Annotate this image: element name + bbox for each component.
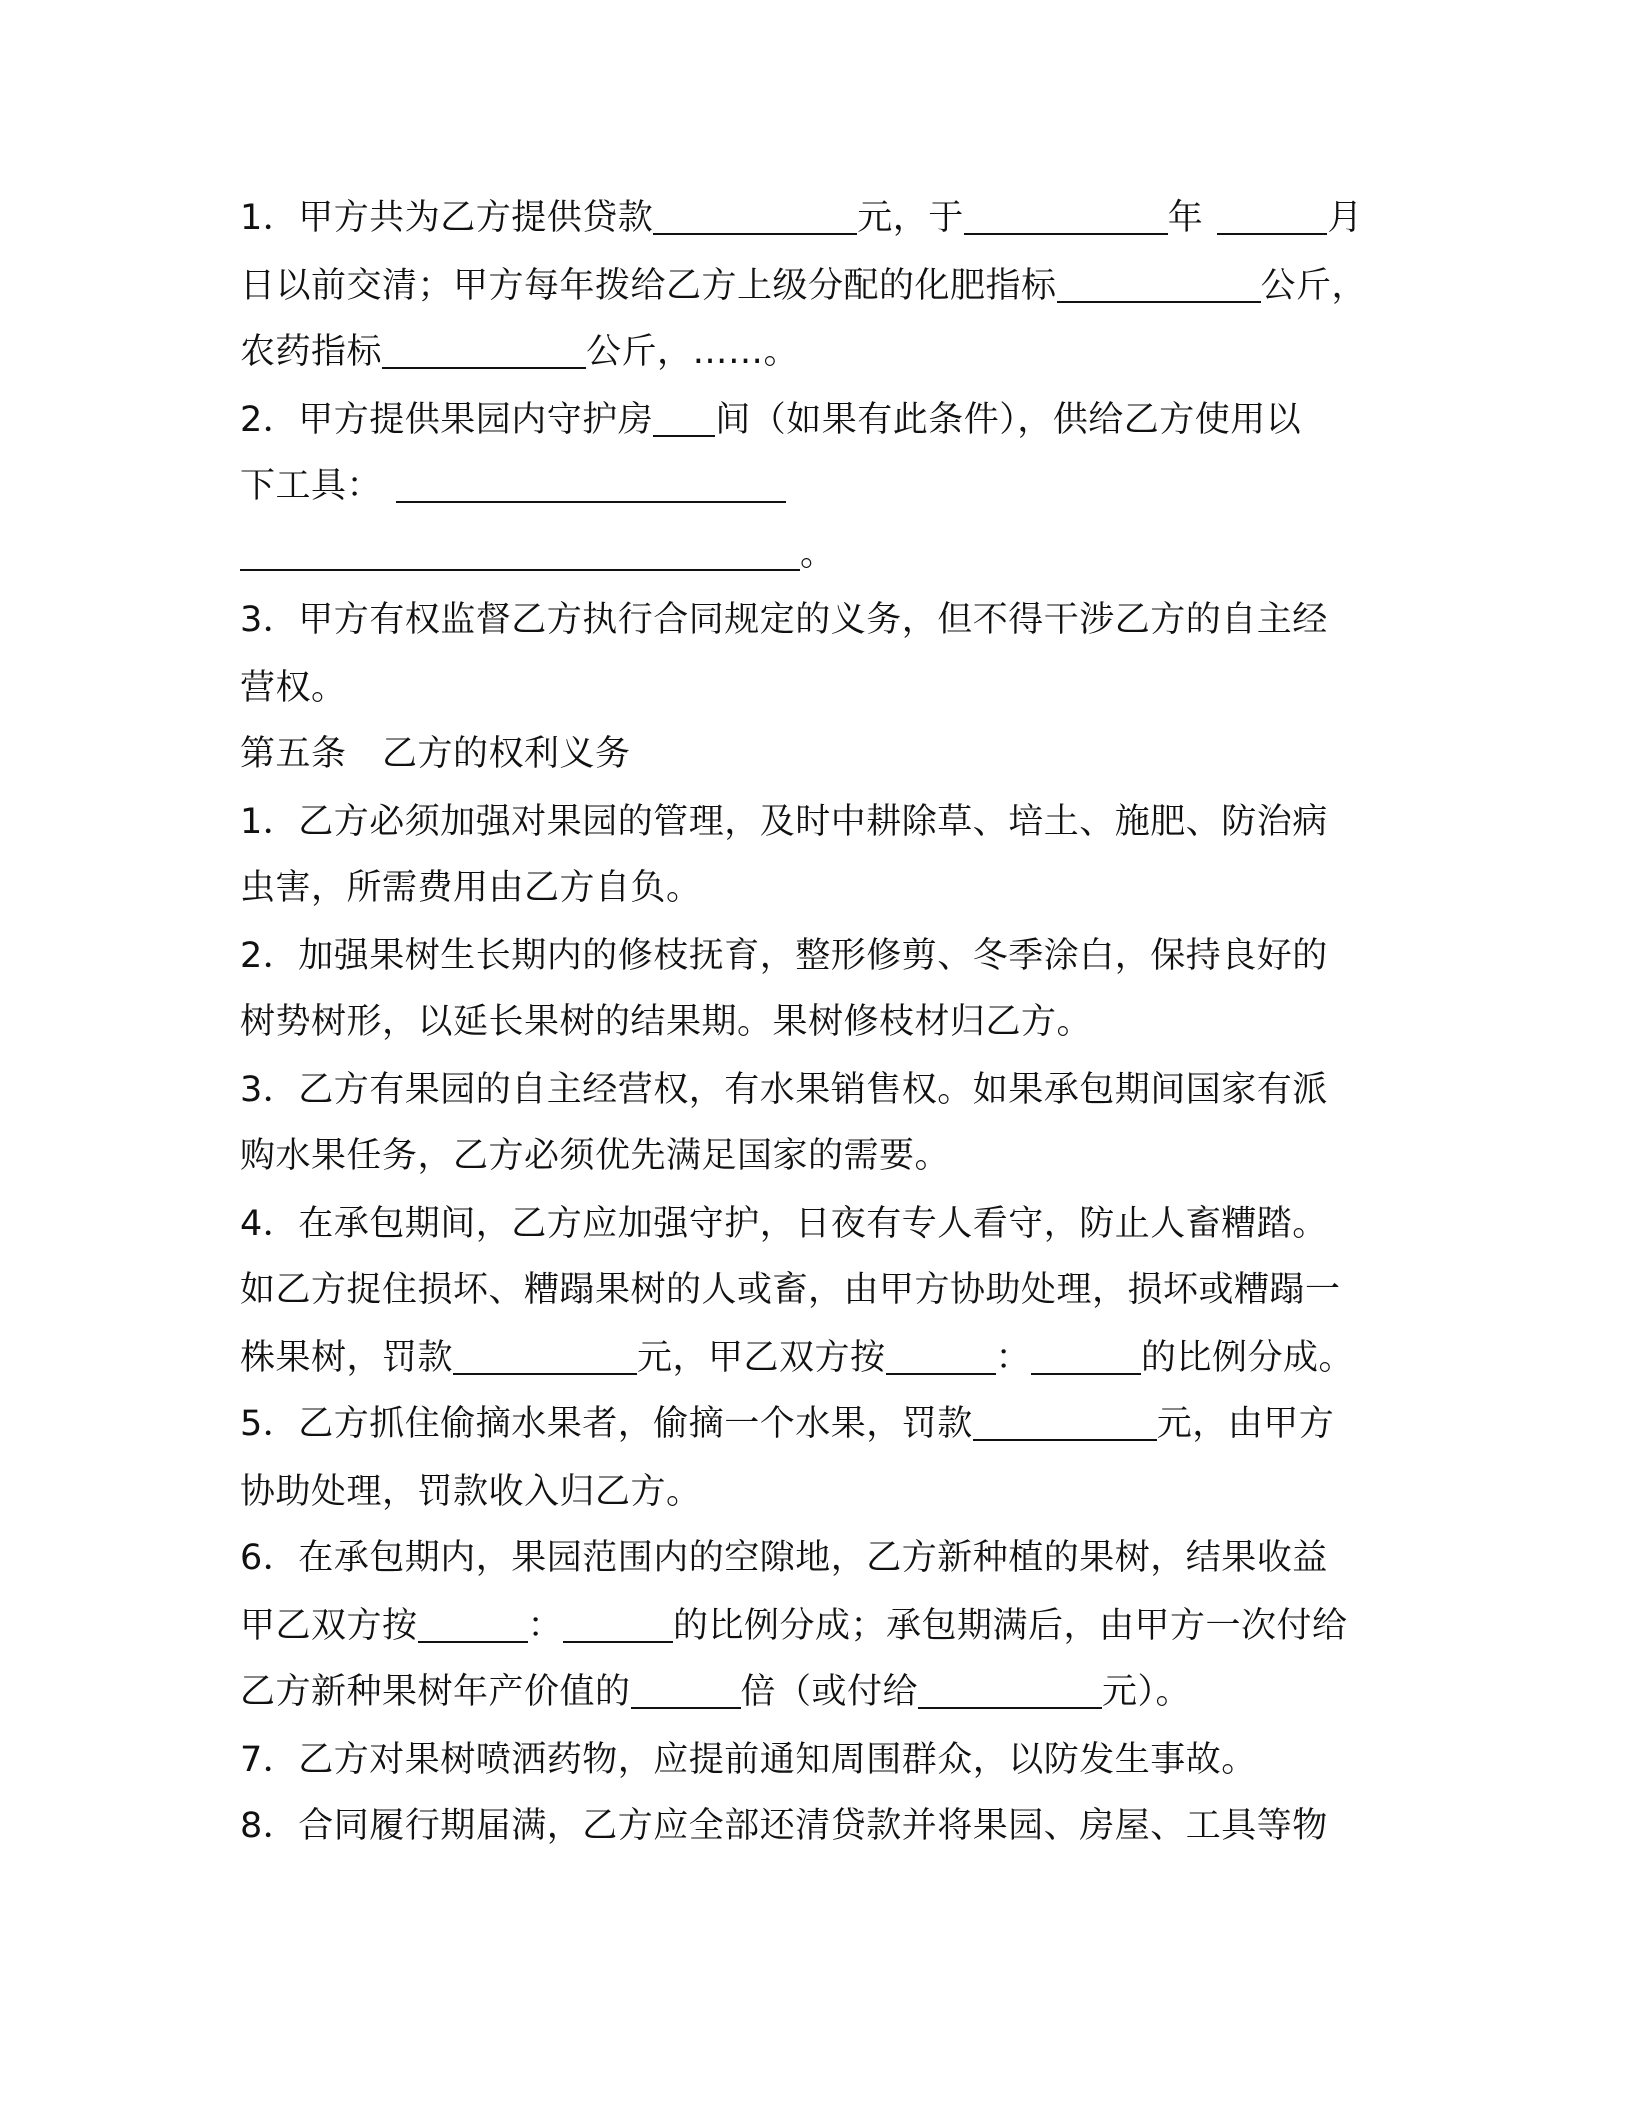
text-segment: 公斤，	[1260, 266, 1368, 306]
text-segment: 2．甲方提供果园内守护房	[240, 400, 654, 440]
text-line: 3．乙方有果园的自主经营权，有水果销售权。如果承包期间国家有派	[240, 1070, 1328, 1110]
text-line	[240, 520, 1390, 588]
text-segment: 月	[1327, 198, 1363, 238]
text-line: 1．乙方必须加强对果园的管理，及时中耕除草、培土、施肥、防治病	[240, 802, 1328, 842]
fill-in-blank[interactable]	[1031, 1333, 1141, 1375]
text-segment: 。	[800, 534, 836, 574]
text-line	[240, 184, 1390, 252]
text-line: 虫害，所需费用由乙方自负。	[240, 868, 702, 908]
fill-in-blank[interactable]	[886, 1333, 996, 1375]
fill-in-blank[interactable]	[631, 1667, 741, 1709]
text-segment: ：	[995, 1338, 1032, 1378]
text-line	[240, 452, 1390, 520]
text-line	[240, 386, 1390, 454]
fill-in-blank[interactable]	[563, 1601, 673, 1643]
text-line: 3．甲方有权监督乙方执行合同规定的义务，但不得干涉乙方的自主经	[240, 600, 1328, 640]
text-segment: 1．甲方共为乙方提供贷款	[240, 198, 654, 238]
text-line: 6．在承包期内，果园范围内的空隙地，乙方新种植的果树，结果收益	[240, 1538, 1328, 1578]
text-segment: 日以前交清；甲方每年拨给乙方上级分配的化肥指标	[240, 266, 1057, 306]
fill-in-blank[interactable]	[973, 1399, 1157, 1441]
fill-in-blank[interactable]	[382, 327, 586, 369]
text-line	[240, 318, 1390, 386]
fill-in-blank[interactable]	[653, 193, 857, 235]
text-segment: ：	[527, 1606, 564, 1646]
fill-in-blank[interactable]	[453, 1333, 637, 1375]
text-line: 购水果任务，乙方必须优先满足国家的需要。	[240, 1136, 951, 1176]
text-line: 营权。	[240, 668, 347, 708]
text-line: 如乙方捉住损坏、糟蹋果树的人或畜，由甲方协助处理，损坏或糟蹋一	[240, 1270, 1341, 1310]
text-segment: 甲乙双方按	[240, 1606, 418, 1646]
text-line: 2．加强果树生长期内的修枝抚育，整形修剪、冬季涂白，保持良好的	[240, 936, 1328, 976]
text-line: 协助处理，罚款收入归乙方。	[240, 1472, 702, 1512]
fill-in-blank[interactable]	[1217, 193, 1327, 235]
text-segment: 的比例分成。	[1141, 1338, 1355, 1378]
fill-in-blank[interactable]	[418, 1601, 528, 1643]
text-segment: 元，于	[857, 198, 964, 238]
text-line: 7．乙方对果树喷洒药物，应提前通知周围群众，以防发生事故。	[240, 1740, 1257, 1780]
text-segment: 元，由甲方	[1156, 1404, 1335, 1444]
text-segment: 株果树，罚款	[240, 1338, 454, 1378]
text-line: 4．在承包期间，乙方应加强守护，日夜有专人看守，防止人畜糟踏。	[240, 1204, 1328, 1244]
fill-in-blank[interactable]	[1057, 261, 1261, 303]
text-segment: 年	[1167, 198, 1204, 238]
text-line: 树势树形，以延长果树的结果期。果树修枝材归乙方。	[240, 1002, 1093, 1042]
text-segment: 公斤，……。	[586, 332, 800, 372]
section-heading: 第五条 乙方的权利义务	[240, 734, 631, 774]
text-line	[240, 1658, 1390, 1726]
text-segment: 乙方新种果树年产价值的	[240, 1672, 631, 1712]
text-segment: 元）。	[1102, 1672, 1192, 1712]
text-segment: 倍（或付给	[740, 1672, 919, 1712]
text-line	[240, 252, 1390, 320]
text-segment: 下工具：	[240, 466, 383, 506]
text-segment: 间（如果有此条件），供给乙方使用以	[715, 400, 1302, 440]
text-line: 8．合同履行期届满，乙方应全部还清贷款并将果园、房屋、工具等物	[240, 1806, 1328, 1846]
fill-in-blank[interactable]	[240, 529, 800, 571]
text-line	[240, 1324, 1390, 1392]
fill-in-blank[interactable]	[653, 395, 715, 437]
fill-in-blank[interactable]	[918, 1667, 1102, 1709]
text-segment: 农药指标	[240, 332, 383, 372]
text-segment: 的比例分成；承包期满后，由甲方一次付给	[673, 1606, 1348, 1646]
text-line	[240, 1390, 1390, 1458]
text-segment: 5．乙方抓住偷摘水果者，偷摘一个水果，罚款	[240, 1404, 973, 1444]
fill-in-blank[interactable]	[964, 193, 1168, 235]
text-segment: 元，甲乙双方按	[637, 1338, 886, 1378]
text-line	[240, 1592, 1390, 1660]
fill-in-blank[interactable]	[396, 461, 786, 503]
